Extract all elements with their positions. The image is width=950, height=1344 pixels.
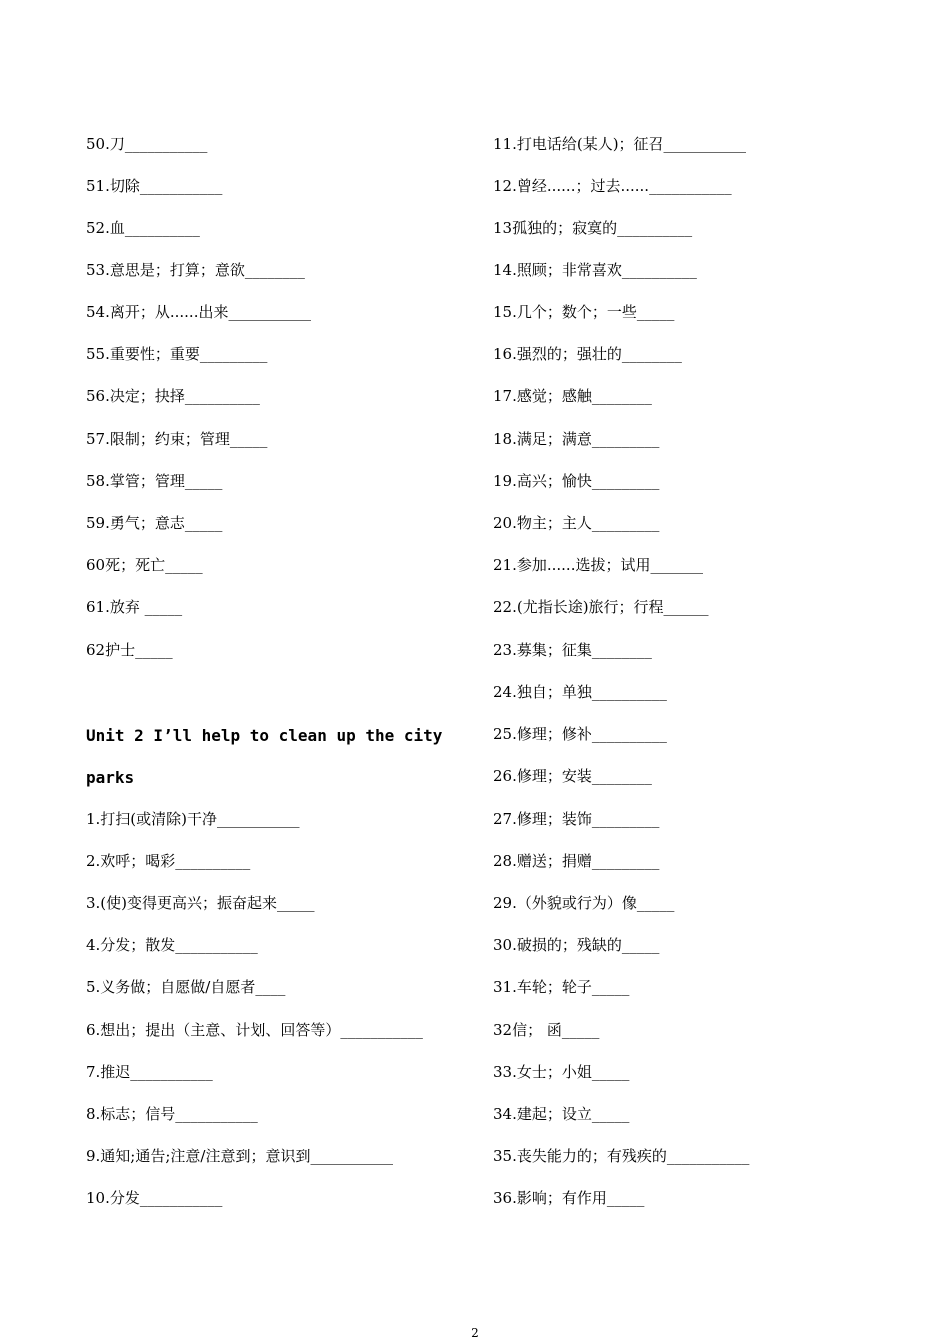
page-number: 2: [471, 1326, 479, 1340]
vocab-item: 60死；死亡_____: [86, 556, 203, 574]
vocab-item: 10.分发___________: [86, 1189, 223, 1207]
vocab-item: 2.欢呼；喝彩__________: [86, 852, 251, 870]
vocab-item: 20.物主；主人_________: [493, 514, 660, 532]
vocab-item: 16.强烈的；强壮的________: [493, 345, 682, 363]
vocab-item: 15.几个；数个；一些_____: [493, 303, 675, 321]
vocab-item: 19.高兴；愉快_________: [493, 472, 660, 490]
vocab-item: 52.血__________: [86, 219, 200, 237]
vocab-item: 9.通知;通告;注意/注意到；意识到___________: [86, 1147, 393, 1165]
vocab-item: 58.掌管；管理_____: [86, 472, 223, 490]
vocab-item: 23.募集；征集________: [493, 641, 652, 659]
vocab-item: 36.影响；有作用_____: [493, 1189, 645, 1207]
vocab-item: 21.参加......选拔；试用_______: [493, 556, 703, 574]
vocab-item: 30.破损的；残缺的_____: [493, 936, 660, 954]
vocab-item: 62护士_____: [86, 641, 173, 659]
vocab-item: 26.修理；安装________: [493, 767, 652, 785]
vocab-item: 61.放弃 _____: [86, 598, 183, 616]
vocab-item: 17.感觉；感触________: [493, 387, 652, 405]
vocab-item: 34.建起；设立_____: [493, 1105, 630, 1123]
vocab-item: 54.离开；从......出来___________: [86, 303, 311, 321]
vocab-item: 35.丧失能力的；有残疾的___________: [493, 1147, 750, 1165]
vocab-item: 53.意思是；打算；意欲________: [86, 261, 305, 279]
vocab-item: 27.修理；装饰_________: [493, 810, 660, 828]
vocab-item: 24.独自；单独__________: [493, 683, 667, 701]
vocab-item: 4.分发；散发___________: [86, 936, 258, 954]
vocab-item: 56.决定；抉择__________: [86, 387, 260, 405]
vocab-item: 18.满足；满意_________: [493, 430, 660, 448]
vocab-item: 28.赠送；捐赠_________: [493, 852, 660, 870]
vocab-item: 32信； 函_____: [493, 1021, 600, 1039]
vocab-item: 1.打扫(或清除)干净___________: [86, 810, 300, 828]
vocab-item: 55.重要性；重要_________: [86, 345, 268, 363]
vocab-item: 6.想出；提出（主意、计划、回答等）___________: [86, 1021, 423, 1039]
vocab-item: 7.推迟___________: [86, 1063, 213, 1081]
vocab-item: 57.限制；约束；管理_____: [86, 430, 268, 448]
vocab-item: 14.照顾；非常喜欢__________: [493, 261, 697, 279]
vocab-item: 33.女士；小姐_____: [493, 1063, 630, 1081]
vocab-item: 50.刀___________: [86, 135, 208, 153]
vocab-item: 25.修理；修补__________: [493, 725, 667, 743]
vocab-item: 3.(使)变得更高兴；振奋起来_____: [86, 894, 315, 912]
vocab-item: 13孤独的；寂寞的__________: [493, 219, 693, 237]
vocab-item: 59.勇气；意志_____: [86, 514, 223, 532]
vocab-item: 8.标志；信号___________: [86, 1105, 258, 1123]
vocab-item: 51.切除___________: [86, 177, 223, 195]
vocab-item: 31.车轮；轮子_____: [493, 978, 630, 996]
vocab-item: 12.曾经......；过去......___________: [493, 177, 732, 195]
vocab-item: 29.（外貌或行为）像_____: [493, 894, 675, 912]
unit-heading: Unit 2 I’ll help to clean up the city: [86, 726, 443, 745]
vocab-item: 5.义务做；自愿做/自愿者____: [86, 978, 286, 996]
vocab-item: 22.(尤指长途)旅行；行程______: [493, 598, 709, 616]
unit-heading-continued: parks: [86, 768, 135, 787]
vocab-item: 11.打电话给(某人)；征召___________: [493, 135, 747, 153]
